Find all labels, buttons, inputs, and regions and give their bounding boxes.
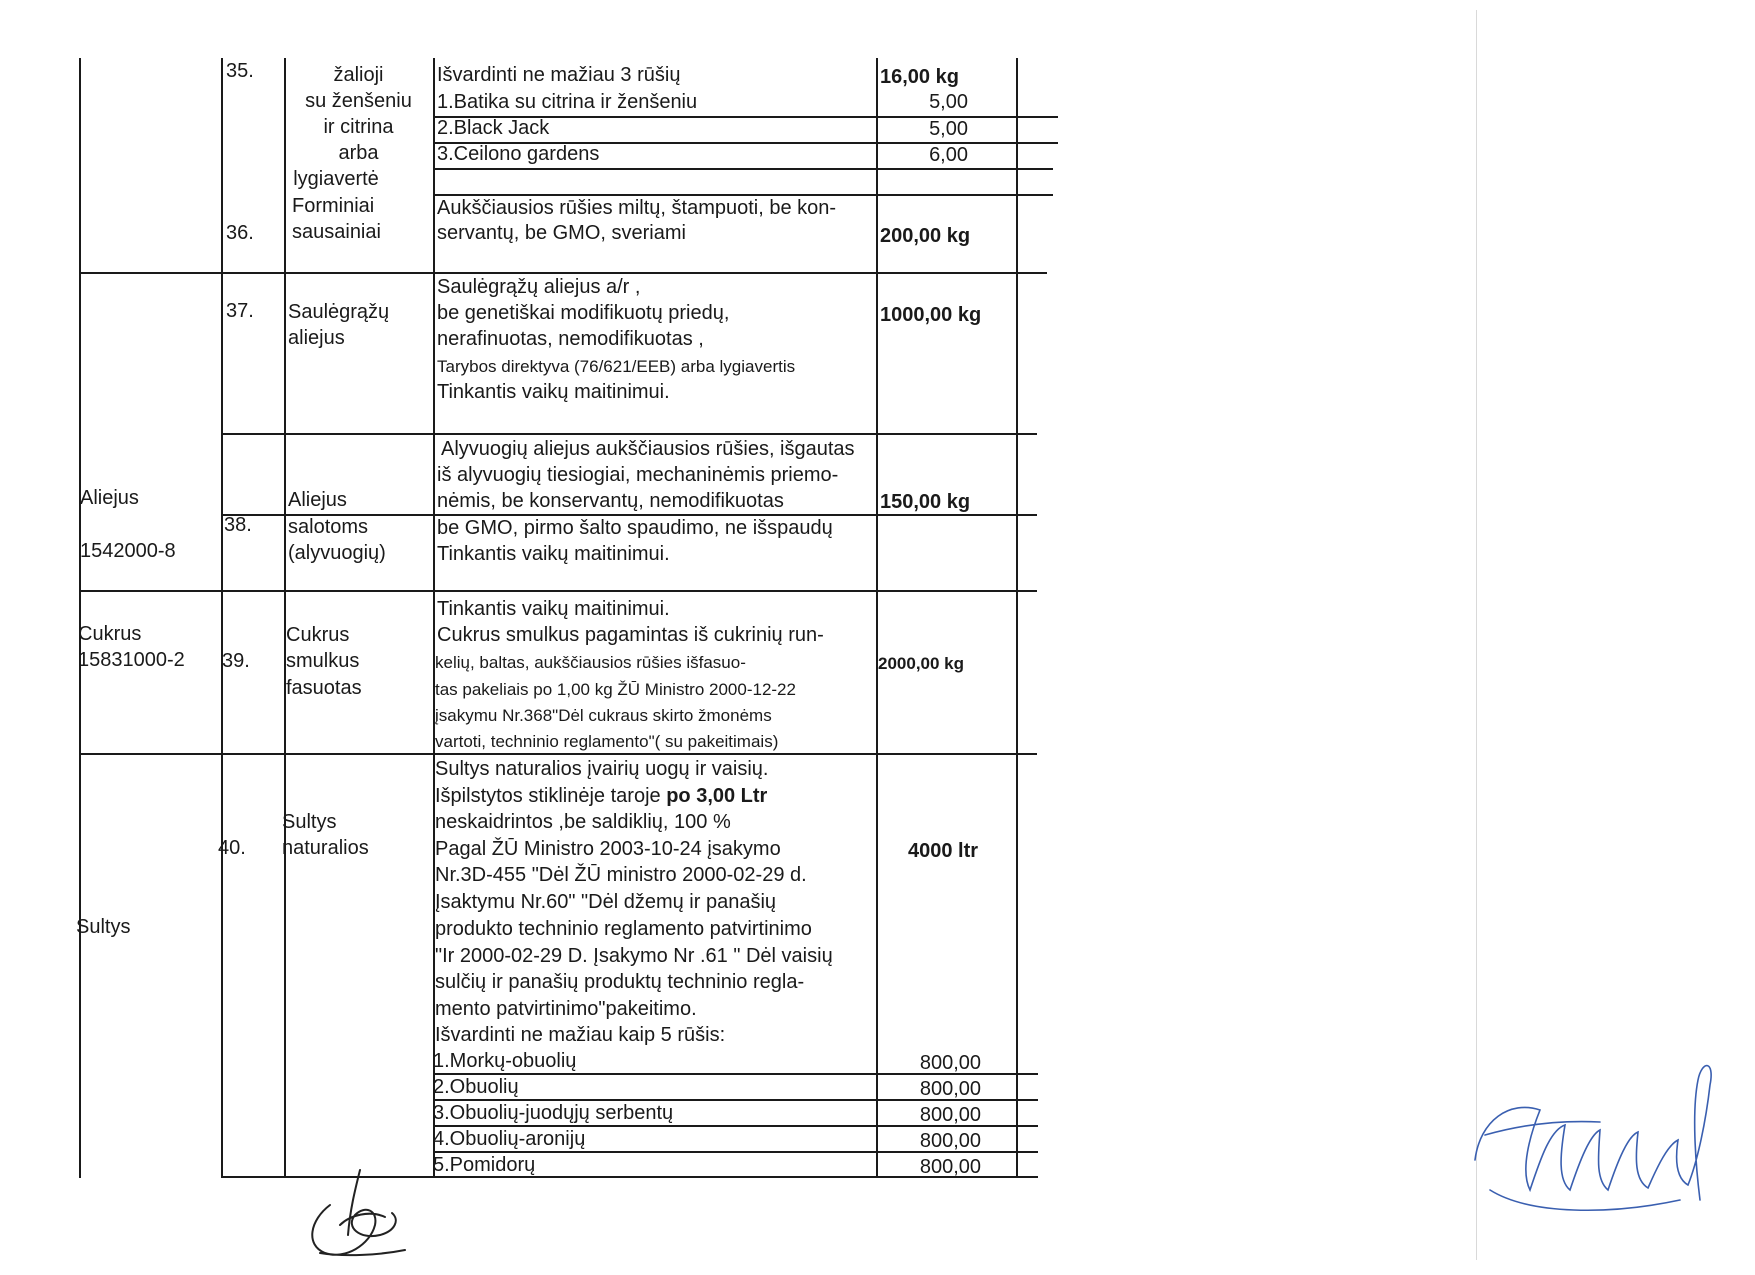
product-name-line: žalioji (333, 64, 384, 86)
description-line (435, 783, 767, 809)
quantity: 200,00 kg (880, 225, 971, 247)
item-qty: 800,00 (919, 1078, 981, 1100)
product-name-line: aliejus (288, 327, 345, 349)
description-line: Aukščiausios rūšies miltų, štampuoti, be kon- (437, 197, 837, 219)
grid-h (433, 168, 1053, 170)
product-name-line: arba (338, 142, 379, 164)
item-name: 1.Morkų-obuolių (433, 1050, 577, 1072)
description-line: Tinkantis vaikų maitinimui. (437, 598, 670, 620)
product-name-line: su ženšeniu (305, 90, 412, 112)
item-name: 3.Ceilono gardens (437, 143, 600, 165)
grid-v-name (284, 58, 286, 1178)
product-name-line: ir citrina (323, 116, 394, 138)
grid-v-qty (876, 58, 878, 1178)
description: Išvardinti ne mažiau 3 rūšių (437, 64, 681, 86)
grid-h (221, 433, 1037, 435)
description-line: be GMO, pirmo šalto spaudimo, ne išspaudų (437, 517, 833, 539)
product-name-line: salotoms (288, 516, 369, 538)
row-number: 36. (226, 222, 254, 244)
description-line: Saulėgrąžų aliejus a/r , (437, 276, 641, 298)
description-bold: po 3,00 Ltr (666, 785, 768, 807)
row-number: 37. (226, 300, 254, 322)
description-line: Tinkantis vaikų maitinimui. (437, 381, 670, 403)
group-name: Cukrus (78, 623, 142, 645)
product-name-line: naturalios (282, 837, 369, 859)
description-line: Cukrus smulkus pagamintas iš cukrinių run- (437, 624, 824, 646)
quantity: 150,00 kg (880, 491, 971, 513)
quantity: 4000 ltr (908, 840, 979, 862)
item-name: 5.Pomidorų (433, 1154, 536, 1176)
description-line: servantų, be GMO, sveriami (437, 222, 686, 244)
product-name-line: Saulėgrąžų (288, 301, 390, 323)
description-line: tas pakeliais po 1,00 kg ŽŪ Ministro 2000-12-22 (435, 680, 796, 699)
product-name-line: (alyvuogių) (288, 542, 386, 564)
grid-v-last (1016, 58, 1018, 1178)
description-line: įsakymu Nr.368"Dėl cukraus skirto žmonėms (435, 706, 772, 725)
product-name-line: Cukrus (286, 624, 350, 646)
quantity: 1000,00 kg (880, 304, 982, 326)
row-number: 38. (224, 514, 252, 536)
group-name: Sultys (76, 916, 131, 938)
description-line: neskaidrintos ,be saldiklių, 100 % (435, 811, 731, 833)
item-qty: 800,00 (919, 1156, 981, 1178)
grid-v-num (221, 58, 223, 1178)
description-line: Nr.3D-455 "Dėl ŽŪ ministro 2000-02-29 d. (435, 864, 807, 886)
description-line: iš alyvuogių tiesiogiai, mechaninėmis priemo- (437, 464, 839, 486)
product-name-line: Forminiai (292, 195, 375, 217)
group-name: Aliejus (80, 487, 139, 509)
product-name-line: lygiavertė (293, 168, 379, 190)
description-line: Įsaktymu Nr.60" "Dėl džemų ir panašių (435, 891, 777, 913)
description-text: Išpilstytos stiklinėje taroje (435, 785, 667, 807)
description-line: Sultys naturalios įvairių uogų ir vaisių. (435, 758, 769, 780)
description-line: nerafinuotas, nemodifikuotas , (437, 328, 704, 350)
item-name: 4.Obuolių-aronijų (433, 1128, 586, 1150)
description-line: be genetiškai modifikuotų priedų, (437, 302, 730, 324)
item-qty: 800,00 (919, 1052, 981, 1074)
item-qty: 800,00 (919, 1130, 981, 1152)
description-line: kelių, baltas, aukščiausios rūšies išfasuo- (435, 653, 746, 672)
signature-bottom (300, 1165, 410, 1260)
product-name-line: Sultys (282, 811, 337, 833)
grid-v-group (79, 58, 81, 1178)
item-qty: 5,00 (929, 91, 968, 113)
description-line: Pagal ŽŪ Ministro 2003-10-24 įsakymo (435, 838, 781, 860)
description-line: produkto techninio reglamento patvirtinimo (435, 918, 812, 940)
item-qty: 6,00 (929, 144, 968, 166)
description-line: Tarybos direktyva (76/621/EEB) arba lygiavertis (437, 357, 796, 376)
product-name-line: fasuotas (286, 677, 362, 699)
row-number: 39. (222, 650, 250, 672)
row-number: 35. (226, 60, 254, 82)
product-name-line: sausainiai (292, 221, 381, 243)
description-line: "Ir 2000-02-29 D. Įsakymo Nr .61 " Dėl vaisių (435, 945, 833, 967)
item-name: 2.Obuolių (433, 1076, 519, 1098)
description-line: Išvardinti ne mažiau kaip 5 rūšis: (435, 1024, 726, 1046)
description-line: Tinkantis vaikų maitinimui. (437, 543, 670, 565)
product-name-line: smulkus (286, 650, 360, 672)
group-code: 15831000-2 (78, 649, 185, 671)
description-line: Alyvuogių aliejus aukščiausios rūšies, išgautas (441, 438, 855, 460)
description-line: nėmis, be konservantų, nemodifikuotas (437, 490, 784, 512)
description-line: vartoti, techninio reglamento"( su pakeitimais) (435, 732, 779, 751)
item-name: 2.Black Jack (437, 117, 550, 139)
description-line: mento patvirtinimo"pakeitimo. (435, 998, 697, 1020)
description-line: sulčių ir panašių produktų techninio regla- (435, 971, 805, 993)
quantity: 16,00 kg (880, 66, 959, 88)
quantity: 2000,00 kg (878, 654, 965, 673)
group-code: 1542000-8 (80, 540, 176, 562)
item-qty: 5,00 (929, 118, 968, 140)
product-name-line: Aliejus (288, 489, 347, 511)
grid-h (79, 590, 1037, 592)
signature-right (1470, 1040, 1720, 1220)
row-number: 40. (218, 837, 246, 859)
item-qty: 800,00 (919, 1104, 981, 1126)
item-name: 3.Obuolių-juodųjų serbentų (433, 1102, 674, 1124)
item-name: 1.Batika su citrina ir ženšeniu (437, 91, 698, 113)
